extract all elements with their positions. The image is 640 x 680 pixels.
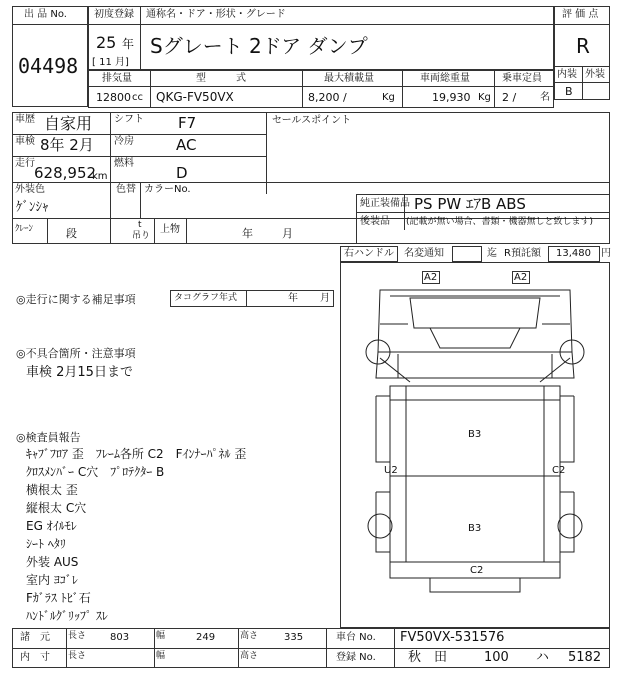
length-label: 長さ (68, 651, 87, 661)
length-label: 長さ (68, 631, 87, 641)
interior-grade-label: 内装 (557, 69, 577, 80)
gross-weight-unit: Kg (478, 92, 491, 103)
gross-weight: 19,930 (432, 91, 471, 104)
upper-body-label: 上物 (160, 224, 180, 235)
capacity-unit: 名 (540, 92, 550, 103)
name-change-box (452, 246, 482, 262)
registration-class: 100 (484, 650, 509, 665)
inspector-line: ﾊﾝﾄﾞﾙｸﾞﾘｯﾌﾟ ｽﾚ (26, 609, 108, 623)
registration-area: 秋 田 (408, 650, 448, 665)
height-label: 高さ (240, 651, 259, 661)
mileage-unit: km (92, 171, 108, 182)
height-label: 高さ (240, 631, 259, 641)
width-label: 幅 (156, 631, 166, 641)
history-label: 車歴 (15, 114, 35, 125)
model-field-label: 通称名・ドア・形状・グレード (146, 9, 286, 20)
damage-code: C2 (552, 465, 566, 476)
damage-code: A2 (514, 272, 528, 283)
fuel-label: 燃料 (114, 158, 134, 169)
equipment-label: 純正装備品 (360, 198, 410, 209)
chassis-label: 車台 No. (336, 632, 376, 643)
registration-kana: ハ (536, 650, 550, 665)
defect-notes-title: ◎不具合箇所・注意事項 (16, 347, 136, 360)
max-load-label: 最大積載量 (324, 73, 374, 84)
shift-label: シフト (114, 114, 144, 125)
shift: F7 (178, 114, 197, 132)
aftermarket-note: (記載が無い場合、書類・機器無しと致します) (406, 217, 594, 227)
color-change-label: 色替 (116, 184, 136, 195)
width: 249 (196, 632, 216, 643)
chassis-number: FV50VX-531576 (400, 630, 505, 645)
fuel: D (176, 164, 188, 182)
crane-label: ｸﾚｰﾝ (15, 224, 34, 234)
inspector-line: ｷｬﾌﾞﾌﾛｱ 歪 ﾌﾚｰﾑ各所 C2 Fｲﾝﾅｰﾊﾟﾈﾙ 歪 (26, 447, 247, 461)
mileage-label: 走行 (15, 158, 35, 169)
length: 803 (110, 632, 130, 643)
lot-number-label: 出 品 No. (24, 9, 67, 20)
upper-year: 年 (242, 227, 253, 240)
tachograph-month: 月 (320, 293, 330, 304)
inspector-line: EG ｵｲﾙﾓﾚ (26, 519, 77, 533)
defect-line: 車検 2月15日まで (26, 365, 133, 380)
max-load-unit: Kg (382, 92, 395, 103)
displacement-unit: cc (132, 92, 143, 103)
interior-dimensions-label: 内 寸 (20, 652, 50, 663)
sales-point-label: セールスポイント (272, 115, 352, 126)
inspection-date: 8年 2月 (40, 136, 94, 154)
interior-grade: B (565, 85, 573, 98)
inspector-line: 外装 AUS (26, 555, 79, 569)
crane-ton-top: t (138, 220, 142, 230)
width-label: 幅 (156, 651, 166, 661)
displacement: 12800 (96, 91, 131, 104)
capacity: 2 / (502, 91, 517, 104)
height: 335 (284, 632, 304, 643)
inspector-line: Fｶﾞﾗｽ ﾄﾋﾞ石 (26, 591, 91, 605)
inspection-label: 車検 (15, 136, 35, 147)
air-conditioner: AC (176, 136, 197, 154)
deadline-label: 迄 (487, 248, 497, 259)
damage-code: B3 (468, 429, 482, 440)
inspector-line: ｸﾛｽﾒﾝﾊﾞｰ C穴 ﾌﾟﾛﾃｸﾀｰ B (26, 465, 165, 479)
max-load: 8,200 / (308, 91, 347, 104)
color-number-label: カラーNo. (144, 184, 191, 195)
color-label: 外装色 (15, 184, 45, 195)
registration-label: 登録 No. (336, 652, 376, 663)
equipment: PS PW ｴｱB ABS (414, 195, 526, 213)
tachograph-label: タコグラフ年式 (174, 293, 238, 303)
dimensions-label: 諸 元 (20, 632, 50, 643)
name-change-label: 名変通知 (404, 248, 444, 259)
model-name: Sグレート 2ドア ダンプ (150, 34, 368, 58)
capacity-label: 乗車定員 (502, 73, 542, 84)
grade-label: 評 価 点 (562, 9, 599, 20)
displacement-label: 排気量 (102, 73, 132, 84)
registration-year-unit: 年 (122, 37, 135, 51)
registration-month: [ 11 月] (92, 57, 129, 68)
model-code: QKG-FV50VX (156, 90, 234, 104)
damage-code: A2 (424, 272, 438, 283)
gross-weight-label: 車両総重量 (420, 73, 470, 84)
recycle-fee: 13,480 (556, 248, 591, 259)
tachograph-year: 年 (288, 293, 298, 304)
registration-number: 5182 (568, 650, 602, 665)
running-notes-title: ◎走行に関する補足事項 (16, 293, 136, 306)
lot-number: 04498 (18, 54, 79, 78)
damage-code: B3 (468, 523, 482, 534)
inspector-report-title: ◎検査員報告 (16, 431, 81, 444)
inspector-line: 縦根太 C穴 (26, 501, 87, 515)
damage-code: C2 (470, 565, 484, 576)
recycle-unit: 円 (601, 248, 611, 259)
inspector-line: 室内 ﾖｺﾞﾚ (26, 573, 78, 587)
mileage: 628,952 (34, 164, 97, 182)
recycle-label: R預託額 (504, 248, 541, 259)
exterior-grade-label: 外装 (585, 69, 605, 80)
crane-stage: 段 (66, 227, 77, 240)
inspector-line: 横根太 歪 (26, 483, 78, 497)
first-registration-label: 初度登録 (94, 9, 134, 20)
ac-label: 冷房 (114, 136, 134, 147)
aftermarket-label: 後装品 (360, 216, 390, 227)
crane-ton-bottom: 吊り (132, 231, 151, 241)
model-code-label: 型 式 (196, 73, 246, 84)
damage-code: U2 (384, 465, 398, 476)
upper-month: 月 (282, 227, 293, 240)
overall-grade: R (576, 34, 590, 58)
registration-year: 25 (96, 33, 117, 52)
vehicle-history: 自家用 (44, 114, 93, 133)
exterior-color: ｹﾞﾝｼｬ (16, 200, 49, 215)
inspector-line: ｼｰﾄ ﾍﾀﾘ (26, 537, 66, 551)
steering-side: 右ハンドル (344, 248, 394, 259)
